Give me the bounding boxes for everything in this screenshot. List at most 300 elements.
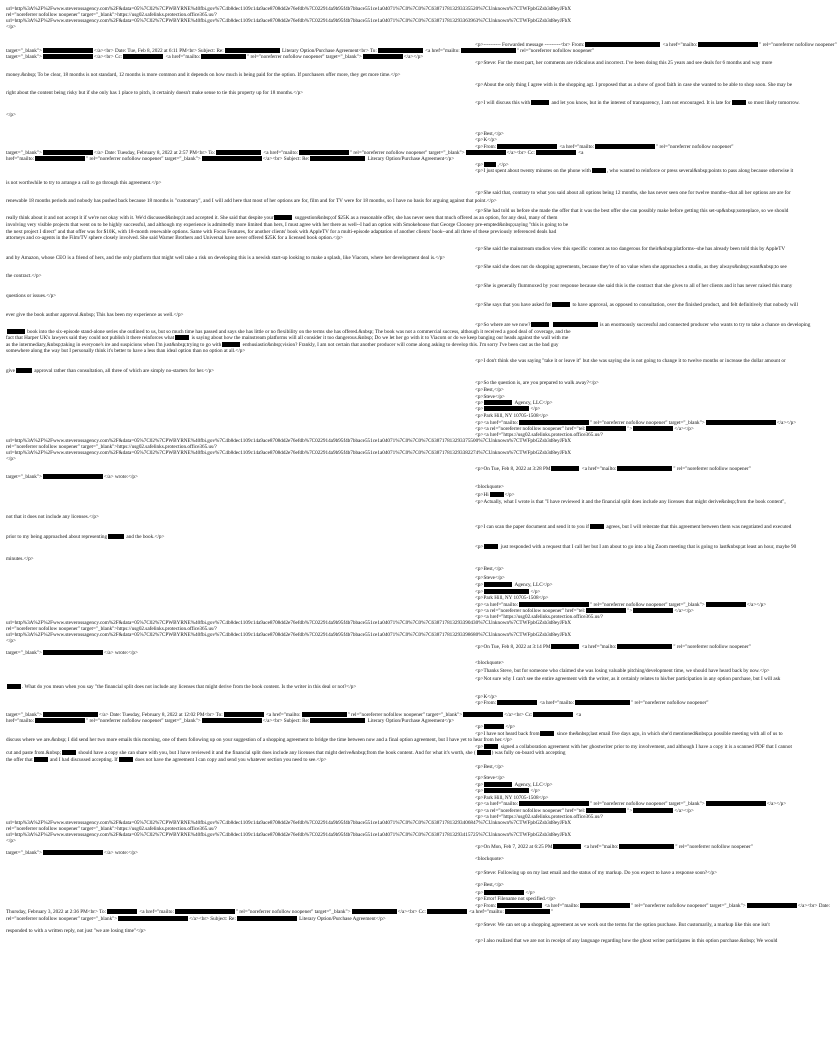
indented-source-line xyxy=(475,168,793,175)
line-text: " rel="noreferrer nofollow noopener" target="_blank"> xyxy=(347,712,463,718)
line-text: target="_blank"> xyxy=(6,650,42,656)
line-text: should have a copy she can share with you, but I have reviewed it and the financial split does include any licenses that might derive&nbsp;from the book content. And for what it's worth, she ( xyxy=(77,750,476,756)
indented-source-line xyxy=(475,938,777,945)
line-text: <a href="mailto: xyxy=(558,144,595,150)
line-text: url=http%3A%2F%2Fwww.steverossagency.com%2F&data=05%7C02%7CPWBYRNE%40fbi.gov%7C4b8dec1109c14a9ace8708dd2e76efdb%7C022914a9b95f4b7bbace551ce1a04071%7C0%7C0%7C638717813293363963%7CUnknown%7CTWFpbGZsb3d8eyJFbX xyxy=(6,18,572,24)
line-text: <p>Steve</p> xyxy=(475,775,505,781)
line-text: " rel="noreferrer nofollow noopener" target="_blank"> xyxy=(590,420,705,426)
source-line xyxy=(6,312,183,319)
source-line xyxy=(6,638,16,645)
line-text: </p> xyxy=(6,838,16,844)
source-line xyxy=(6,24,16,31)
line-text: <p>Best,</p> xyxy=(475,764,504,770)
line-text: <p> xyxy=(475,582,484,588)
source-line xyxy=(6,156,454,163)
source-line xyxy=(6,72,400,79)
indented-source-line xyxy=(475,801,786,808)
line-text: <a xyxy=(576,150,584,156)
indented-source-line xyxy=(475,499,786,506)
line-text: " rel="noreferrer nofollow noopener" xyxy=(631,700,709,706)
line-text: <p>From: xyxy=(475,144,497,150)
line-text: ,</p> xyxy=(497,162,509,168)
line-text: </p> xyxy=(530,788,541,794)
line-text: <p>I don't think she was saying "take it or leave it" but she was saying she is not going to change it to twelve months or increase the dollar amount or xyxy=(475,358,786,364)
line-text: "> xyxy=(627,426,633,432)
redaction-block xyxy=(224,712,264,717)
line-text: <p>From: xyxy=(475,700,497,706)
redaction-block xyxy=(175,335,189,340)
redaction-block xyxy=(633,808,673,813)
indented-source-line xyxy=(475,595,548,602)
line-text: <a href="mailto: xyxy=(580,644,617,650)
redaction-block xyxy=(62,750,76,755)
line-text: <p>About the only thing I agree with is the shopping agt. I proposed that as a show of good faith in case she wanted to be able to shop soon. She may be xyxy=(475,82,793,88)
line-text: target="_blank"> xyxy=(6,850,42,856)
line-text: <p>I have not heard back from xyxy=(475,731,540,737)
indented-source-line xyxy=(475,413,548,420)
line-text: Literary Option/Purchase Agreement</p> xyxy=(297,916,386,922)
line-text: <p>She had told us before she made the offer that it was the best offer she can possibly make before getting this set-up&nbsp;someplace, so we should xyxy=(475,208,789,214)
line-text: </a><br> Cc: xyxy=(504,712,533,718)
line-text: url=http%3A%2F%2Fwww.steverossagency.com%2F&data=05%7C02%7CPWBYRNE%40fbi.gov%7C4b8dec1109c14a9ace8708dd2e76efdb%7C022914a9b95f4b7bbace551ce1a04071%7C0%7C0%7C638717813293415725%7CUnknown%7CTWFpbGZsb3d8eyJFbX xyxy=(6,832,572,838)
line-text: is not worthwhile to try to arrange a call to go through this agreement.</p> xyxy=(6,180,162,186)
redaction-block xyxy=(477,750,491,755)
line-text: Literary Option/Purchase Agreement</p> xyxy=(366,718,455,724)
indented-source-line xyxy=(475,844,753,851)
line-text: <a href="mailto: xyxy=(467,909,504,915)
redaction-block xyxy=(484,744,498,749)
line-text: </a></p> xyxy=(403,54,424,60)
line-text: url=http%3A%2F%2Fwww.steverossagency.com%2F&data=05%7C02%7CPWBYRNE%40fbi.gov%7C4b8dec1109c14a9ace8708dd2e76efdb%7C022914a9b95f4b7bbace551ce1a04071%7C0%7C0%7C638717813293398680%7CUnknown%7CTWFpbGZsb3d8eyJFbX xyxy=(6,632,572,638)
line-text: <a href="mailto: xyxy=(543,903,580,909)
line-text: </p> xyxy=(6,112,16,118)
line-text: <p>Park Hill, NY 10705-1508</p> xyxy=(475,795,549,801)
redaction-block xyxy=(551,466,579,471)
line-text: <p>Not sure why I can't see the entire agreement with the writer, as it certainly relates to his/her participation in any option purchase, but I will ask xyxy=(475,676,781,682)
line-text: Agency, LLC</p> xyxy=(513,400,553,406)
source-line xyxy=(6,273,42,280)
redaction-block xyxy=(484,724,504,729)
redaction-block xyxy=(35,156,85,161)
line-text: <p>Steve</p> xyxy=(475,575,505,581)
redaction-block xyxy=(617,644,672,649)
line-text: <p> xyxy=(475,788,484,794)
line-text: </a> wrote:</p> xyxy=(103,650,138,656)
redaction-block xyxy=(706,801,766,806)
line-text: "> xyxy=(627,608,633,614)
line-text: responded to with a written reply, not just "we are losing time"</p> xyxy=(6,928,146,934)
redaction-block xyxy=(118,916,188,921)
redaction-block xyxy=(463,712,503,717)
redaction-block xyxy=(43,54,93,59)
line-text: "> xyxy=(627,808,633,814)
line-text: <p>K</p> xyxy=(475,137,498,143)
line-text: </p> xyxy=(530,406,541,412)
line-text: <p>She said she does not do shopping agreements, because they're of no value when she approaches a studio, as they always&nbsp;want&nbsp;to see xyxy=(475,264,787,270)
line-text: <p>Park Hill, NY 10705-1508</p> xyxy=(475,595,549,601)
redaction-block xyxy=(225,48,280,53)
indented-source-line xyxy=(475,322,810,329)
line-text: target="_blank"> xyxy=(6,712,42,718)
line-text: give xyxy=(6,368,15,374)
line-text: <p>I also realized that we are not in receipt of any language regarding how the ghost writer participates in this option purchase.&nbsp; We would xyxy=(475,938,778,944)
redaction-block xyxy=(540,731,554,736)
redaction-block xyxy=(43,474,103,479)
indented-source-line xyxy=(475,387,504,394)
redaction-block xyxy=(490,492,504,497)
line-text: <p>I can scan the paper document and send it to you if xyxy=(475,524,590,530)
line-text: <p>She is generally flummoxed by your response because she said this is the contract that she gives to all of her clients and it has never raised this many xyxy=(475,283,793,289)
line-text: <a href="mailto: xyxy=(264,712,301,718)
redaction-block xyxy=(352,909,397,914)
line-text: </p> xyxy=(504,492,515,498)
redaction-block xyxy=(586,608,626,613)
redaction-block xyxy=(553,844,581,849)
line-text: ) was fully on-board with accepting xyxy=(491,750,566,756)
line-text: is an enormously successful and connected producer who wants to try to take a chance on developing xyxy=(598,322,811,328)
line-text: . What do you mean when you say "the financial split does not include any licenses that might derive from the book content. Is the writer in this deal or not?</p> xyxy=(22,684,357,690)
redaction-block xyxy=(580,903,630,908)
line-text: <blockquote> xyxy=(475,660,504,666)
line-text: </a></p> xyxy=(766,801,787,807)
line-text: cut and paste from.&nbsp; xyxy=(6,750,62,756)
redaction-block xyxy=(575,700,630,705)
redaction-block xyxy=(519,420,589,425)
line-text: </a></p> xyxy=(776,420,797,426)
line-text: <p> xyxy=(475,724,484,730)
redaction-block xyxy=(617,466,672,471)
source-line xyxy=(6,335,568,342)
line-text: , who wanted to reinforce or press several&nbsp;points to pass along because otherwise it xyxy=(606,168,794,174)
line-text: prior to my being approached about representing xyxy=(6,534,108,540)
redaction-block xyxy=(592,168,606,173)
indented-source-line xyxy=(475,544,796,551)
indented-source-line xyxy=(475,676,780,683)
line-text: </p> xyxy=(6,638,16,644)
indented-source-line xyxy=(475,644,751,651)
line-text: <a xyxy=(574,712,582,718)
line-text: rel="noreferrer nofollow noopener" target="_blank">https://usg02.safelinks.protection.office365.us/? xyxy=(6,444,217,450)
line-text: <p><a href="https://usg02.safelinks.protection.office365.us/? xyxy=(475,432,603,438)
line-text: <a href="mailto: xyxy=(164,54,201,60)
line-text: <p> xyxy=(475,162,484,168)
redaction-block xyxy=(43,48,93,53)
line-text: discuss where we are.&nbsp; I did send her two more emails this morning, one of them following up on your suggestion of a shopping agreement to bridge the time between now and a final option agreement, but I have yet to hear from her.</p> xyxy=(6,737,513,743)
source-line xyxy=(6,456,16,463)
redaction-block xyxy=(747,903,797,908)
line-text: <p>Best,</p> xyxy=(475,131,504,137)
line-text: <p><a rel="noreferrer nofollow noopener" href="tel: xyxy=(475,608,586,614)
redaction-block xyxy=(484,544,498,549)
source-line xyxy=(6,54,423,61)
line-text: as the intermediary,&nbsp;taking in everyone's ire and suspicions when I'm just&nbsp;trying to go with xyxy=(6,342,222,348)
redaction-block xyxy=(484,589,529,594)
line-text: </a><br> Subject: Re: xyxy=(262,156,310,162)
indented-source-line xyxy=(475,660,504,667)
source-line xyxy=(6,180,161,187)
redaction-block xyxy=(363,54,403,59)
redaction-block xyxy=(497,903,542,908)
indented-source-line xyxy=(475,700,708,707)
redaction-block xyxy=(519,602,589,607)
source-line xyxy=(6,474,138,481)
redaction-block xyxy=(732,100,746,105)
line-text: the offer that xyxy=(6,757,33,763)
redaction-block xyxy=(497,144,557,149)
source-line xyxy=(6,632,571,639)
line-text: </a></p> xyxy=(674,426,694,432)
indented-source-line xyxy=(475,100,800,107)
redaction-block xyxy=(108,534,124,539)
line-text: href="mailto: xyxy=(6,156,35,162)
redaction-block xyxy=(302,712,347,717)
line-text: " rel="noreferrer nofollow noopener" target="_blank"> xyxy=(631,903,746,909)
line-text: </a></p> xyxy=(674,808,694,814)
redaction-block xyxy=(533,712,573,717)
line-text: " rel="noreferrer nofollow noopener" xyxy=(673,644,751,650)
line-text: <p>Steve: For the most part, her comments are ridiculous and incorrect. I've been doing this 25 years and see deals for 6 months and way more xyxy=(475,60,773,66)
line-text: <p>So the question is, are you prepared to walk away?</p> xyxy=(475,380,599,386)
source-line xyxy=(6,222,568,229)
line-text: <p>On Tue, Feb 8, 2022 at 3:28 PM xyxy=(475,466,551,472)
line-text: Agency, LLC</p> xyxy=(513,782,553,788)
line-text: </a></p> xyxy=(674,608,694,614)
redaction-block xyxy=(43,650,103,655)
line-text: <p> xyxy=(475,406,484,412)
line-text: <p>---------- Forwarded message ---------<br> From: xyxy=(475,42,585,48)
indented-source-line xyxy=(475,302,798,309)
redaction-block xyxy=(484,406,529,411)
line-text: <p> xyxy=(475,544,484,550)
indented-source-line xyxy=(475,246,785,253)
line-text: <p><a rel="noreferrer nofollow noopener" href="tel: xyxy=(475,426,586,432)
redaction-block xyxy=(201,54,246,59)
indented-source-line xyxy=(475,208,788,215)
line-text: <p><a href="mailto: xyxy=(475,420,519,426)
line-text: </a></p> xyxy=(746,602,767,608)
line-text: <p>She said that, contrary to what you said about all options being 12 months, she has never seen one for twelve months--that all her options are are for xyxy=(475,190,791,196)
redaction-block xyxy=(310,718,365,723)
source-line xyxy=(6,684,356,691)
source-line xyxy=(6,18,571,25)
line-text: " rel="noreferrer nofollow noopener" xyxy=(673,466,751,472)
line-text: rel="noreferrer nofollow noopener" target="_blank">https://usg02.safelinks.protection.office365.us/? xyxy=(6,12,217,18)
indented-source-line xyxy=(475,190,791,197)
indented-source-line xyxy=(475,724,515,731)
line-text: approval rather than consultation, all three of which are simply no-starters for her.</p> xyxy=(32,368,215,374)
line-text: <p> xyxy=(475,890,484,896)
redaction-block xyxy=(299,150,349,155)
redaction-block xyxy=(237,916,297,921)
redaction-block xyxy=(216,150,261,155)
redaction-block xyxy=(706,420,776,425)
line-text: <p>On Tue, Feb 8, 2022 at 3:14 PM xyxy=(475,644,551,650)
line-text: <p> xyxy=(475,782,484,788)
redaction-block xyxy=(586,426,626,431)
line-text: <a href="mailto: xyxy=(538,700,575,706)
line-text: rel="noreferrer nofollow noopener" target="_blank"> xyxy=(6,916,118,922)
redaction-block xyxy=(698,42,758,47)
source-line xyxy=(6,556,34,563)
redaction-block xyxy=(107,909,137,914)
source-line xyxy=(6,534,164,541)
redaction-block xyxy=(590,524,604,529)
line-text: suggestion&nbsp;of $25K as a reasonable offer, she has never seen that much offered as an option, for any deal, many of them xyxy=(293,215,558,221)
redaction-block xyxy=(310,156,365,161)
redaction-block xyxy=(175,909,235,914)
line-text: the next project I direct" and that offer was for $10K, with 18-month renewable options. Same with Focus Features, for another clients' book with AppleTV for a multi-episode adaptation of another clients' book--and all three of these previously referenced deals had xyxy=(6,229,557,235)
redaction-block xyxy=(619,844,674,849)
redaction-block xyxy=(461,48,516,53)
redaction-block xyxy=(531,322,549,327)
indented-source-line xyxy=(475,264,787,271)
line-text: " rel="noreferrer nofollow noopener" target="_blank"> xyxy=(590,602,705,608)
redaction-block xyxy=(484,782,512,787)
redaction-block xyxy=(484,400,512,405)
indented-source-line xyxy=(475,896,556,903)
indented-source-line xyxy=(475,358,786,365)
line-text: <a href="mailto: xyxy=(138,909,174,915)
indented-source-line xyxy=(475,283,792,290)
indented-source-line xyxy=(475,788,540,795)
line-text: " xyxy=(550,909,553,915)
source-line xyxy=(6,737,512,744)
source-line xyxy=(6,348,245,355)
indented-source-line xyxy=(475,870,717,877)
line-text: <p>Best,</p> xyxy=(475,566,504,572)
line-text: and let you know, but in the interest of transparency, I am not encouraged. It is late for xyxy=(550,100,731,106)
source-line xyxy=(6,255,445,262)
line-text: target="_blank"> xyxy=(6,150,42,156)
line-text: just responded with a request that I call her but I am about to go into a big Zoom meeting that is going to last&nbsp;at least an hour, maybe 90 xyxy=(499,544,797,550)
indented-source-line xyxy=(475,466,751,473)
line-text: <p>Park Hill, NY 10705-1508</p> xyxy=(475,413,549,419)
line-text: <p>So where are we now? xyxy=(475,322,531,328)
redaction-block xyxy=(633,426,673,431)
indented-source-line xyxy=(475,82,792,89)
line-text: <p>Best,</p> xyxy=(475,387,504,393)
line-text: </a><br> Subject: Re: xyxy=(262,718,310,724)
indented-source-line xyxy=(475,575,505,582)
line-text: </p> xyxy=(6,456,16,462)
line-text: </a><br> Subject: Re: xyxy=(189,916,236,922)
line-text: target="_blank"> xyxy=(6,474,42,480)
redaction-block xyxy=(43,712,98,717)
source-line xyxy=(6,832,571,839)
redaction-block xyxy=(43,850,103,855)
line-text: target="_blank"> xyxy=(6,48,42,54)
redaction-block xyxy=(274,215,292,220)
indented-source-line xyxy=(475,380,599,387)
line-text: agrees, but I will reiterate that this agreement between them was negotiated and executed xyxy=(605,524,792,530)
line-text: <p>On Mon, Feb 7, 2022 at 6:25 PM xyxy=(475,844,553,850)
line-text: not that it does not include any licenses.</p> xyxy=(6,514,99,520)
redaction-block xyxy=(552,302,570,307)
line-text: so most likely tomorrow. xyxy=(746,100,800,106)
indented-source-line xyxy=(475,764,504,771)
redaction-block xyxy=(7,329,25,334)
line-text: <p>Hi xyxy=(475,492,489,498)
redaction-block xyxy=(531,100,549,105)
line-text: </a><br> Date: Tue, Feb 8, 2022 at 6:11 PM<br> Subject: Re: xyxy=(93,48,224,54)
line-text: <a href="mailto: xyxy=(661,42,698,48)
line-text: attorneys and co-agents in the Film/TV sphere closely involved. She said Warner Brothers and Universal have never offered $25K for a licensed book option.</p> xyxy=(6,235,343,241)
line-text: </p> xyxy=(6,24,16,30)
redaction-block xyxy=(119,757,133,762)
redaction-block xyxy=(222,342,240,347)
source-line xyxy=(6,757,327,764)
line-text xyxy=(550,322,551,328)
line-text: </p> xyxy=(530,589,541,595)
source-line xyxy=(6,450,571,457)
indented-source-line xyxy=(475,492,515,499)
line-text: <p>She says that you have asked for xyxy=(475,302,552,308)
line-text: </a> wrote:</p> xyxy=(103,474,138,480)
redaction-block xyxy=(202,718,262,723)
line-text: </a><br> Date: xyxy=(797,903,830,909)
source-line xyxy=(6,650,138,657)
line-text: really think about it and not accept it if we're not okay with it. We'd discussed&nbsp;it and accepted it. She said that despite your xyxy=(6,215,274,221)
line-text: <p> xyxy=(475,744,484,750)
line-text: since the&nbsp;last email five days ago, in which she'd mentioned&nbsp;a possible meeting with all of us to xyxy=(555,731,783,737)
line-text: <p>She said the mainstream studios view this specific content as too dangerous for their&nbsp;platforms--she has already been told this by AppleTV xyxy=(475,246,786,252)
indented-source-line xyxy=(475,566,504,573)
line-text: to have approval, as opposed to consultation, over the finished product, and felt definitively that nobody will xyxy=(571,302,798,308)
line-text: " rel="noreferrer nofollow noopener" target="_blank"> xyxy=(86,718,201,724)
line-text: Literary Option/Purchase Agreement</p> xyxy=(366,156,455,162)
line-text: url=http%3A%2F%2Fwww.steverossagency.com%2F&data=05%7C02%7CPWBYRNE%40fbi.gov%7C4b8dec1109c14a9ace8708dd2e76efdb%7C022914a9b95f4b7bbace551ce1a04071%7C0%7C0%7C638717813293382274%7CUnknown%7CTWFpbGZsb3d8eyJFbX xyxy=(6,450,572,456)
redaction-block xyxy=(7,684,21,689)
line-text: </p> xyxy=(505,724,516,730)
redaction-block xyxy=(466,150,506,155)
line-text: <p>I will discuss this with xyxy=(475,100,531,106)
line-text: " rel="noreferrer nofollow noopener" target="_blank"> xyxy=(247,54,362,60)
line-text: </p> xyxy=(525,890,536,896)
source-line xyxy=(6,90,303,97)
indented-source-line xyxy=(475,137,497,144)
indented-source-line xyxy=(475,731,783,738)
line-text: <p> xyxy=(475,400,484,406)
line-text: href="mailto: xyxy=(6,718,35,724)
redaction-block xyxy=(595,144,655,149)
redaction-block xyxy=(484,582,512,587)
line-text: url=http%3A%2F%2Fwww.steverossagency.com%2F&data=05%7C02%7CPWBYRNE%40fbi.gov%7C4b8dec1109c14a9ace8708dd2e76efdb%7C022914a9b95f4b7bbace551ce1a04071%7C0%7C0%7C638717813293406847%7CUnknown%7CTWFpbGZsb3d8eyJFbX xyxy=(6,820,572,826)
source-line xyxy=(6,909,553,916)
source-line xyxy=(6,838,16,845)
line-text: </a><br> Cc: xyxy=(506,150,535,156)
redaction-block xyxy=(35,718,85,723)
line-text: </a><br> Cc: xyxy=(397,909,426,915)
source-line xyxy=(6,928,146,935)
line-text: ever give the book author approval.&nbsp; This has been my experience as well.</p> xyxy=(6,312,184,318)
line-text: url=http%3A%2F%2Fwww.steverossagency.com%2F&data=05%7C02%7CPWBYRNE%40fbi.gov%7C4b8dec1109c14a9ace8708dd2e76efdb%7C022914a9b95f4b7bbace551ce1a04071%7C0%7C0%7C638717813293375500%7CUnknown%7CTWFpbGZsb3d8eyJFbX xyxy=(6,438,572,444)
line-text: somewhere along the way but I personally think it's better to have a less than ideal option than no option at all.</p> xyxy=(6,348,246,354)
indented-source-line xyxy=(475,922,770,929)
line-text: <p><a rel="noreferrer nofollow noopener" href="tel: xyxy=(475,808,586,814)
line-text: involving very visible projects that went on to be highly successful, and although my experience is admittedly more limited than hers, I must agree with her there as well--I had an option with Smokehouse that George Clooney pre-empted&nbsp;saying "this is going to be xyxy=(6,222,569,228)
source-line xyxy=(6,215,557,222)
line-text: " rel="noreferrer nofollow noopener" target="_blank"> xyxy=(590,801,705,807)
source-line xyxy=(6,850,138,857)
source-line xyxy=(6,916,386,923)
line-text: </a> Date: Tuesday, February 8, 2022 at 2:57 PM<br> To: xyxy=(93,150,216,156)
line-text: <a href="mailto: xyxy=(582,844,619,850)
indented-source-line xyxy=(475,775,505,782)
redaction-block xyxy=(536,150,576,155)
line-text: </a><br> Cc: xyxy=(93,54,123,60)
source-line xyxy=(6,198,497,205)
line-text: <a href="mailto: xyxy=(580,466,617,472)
